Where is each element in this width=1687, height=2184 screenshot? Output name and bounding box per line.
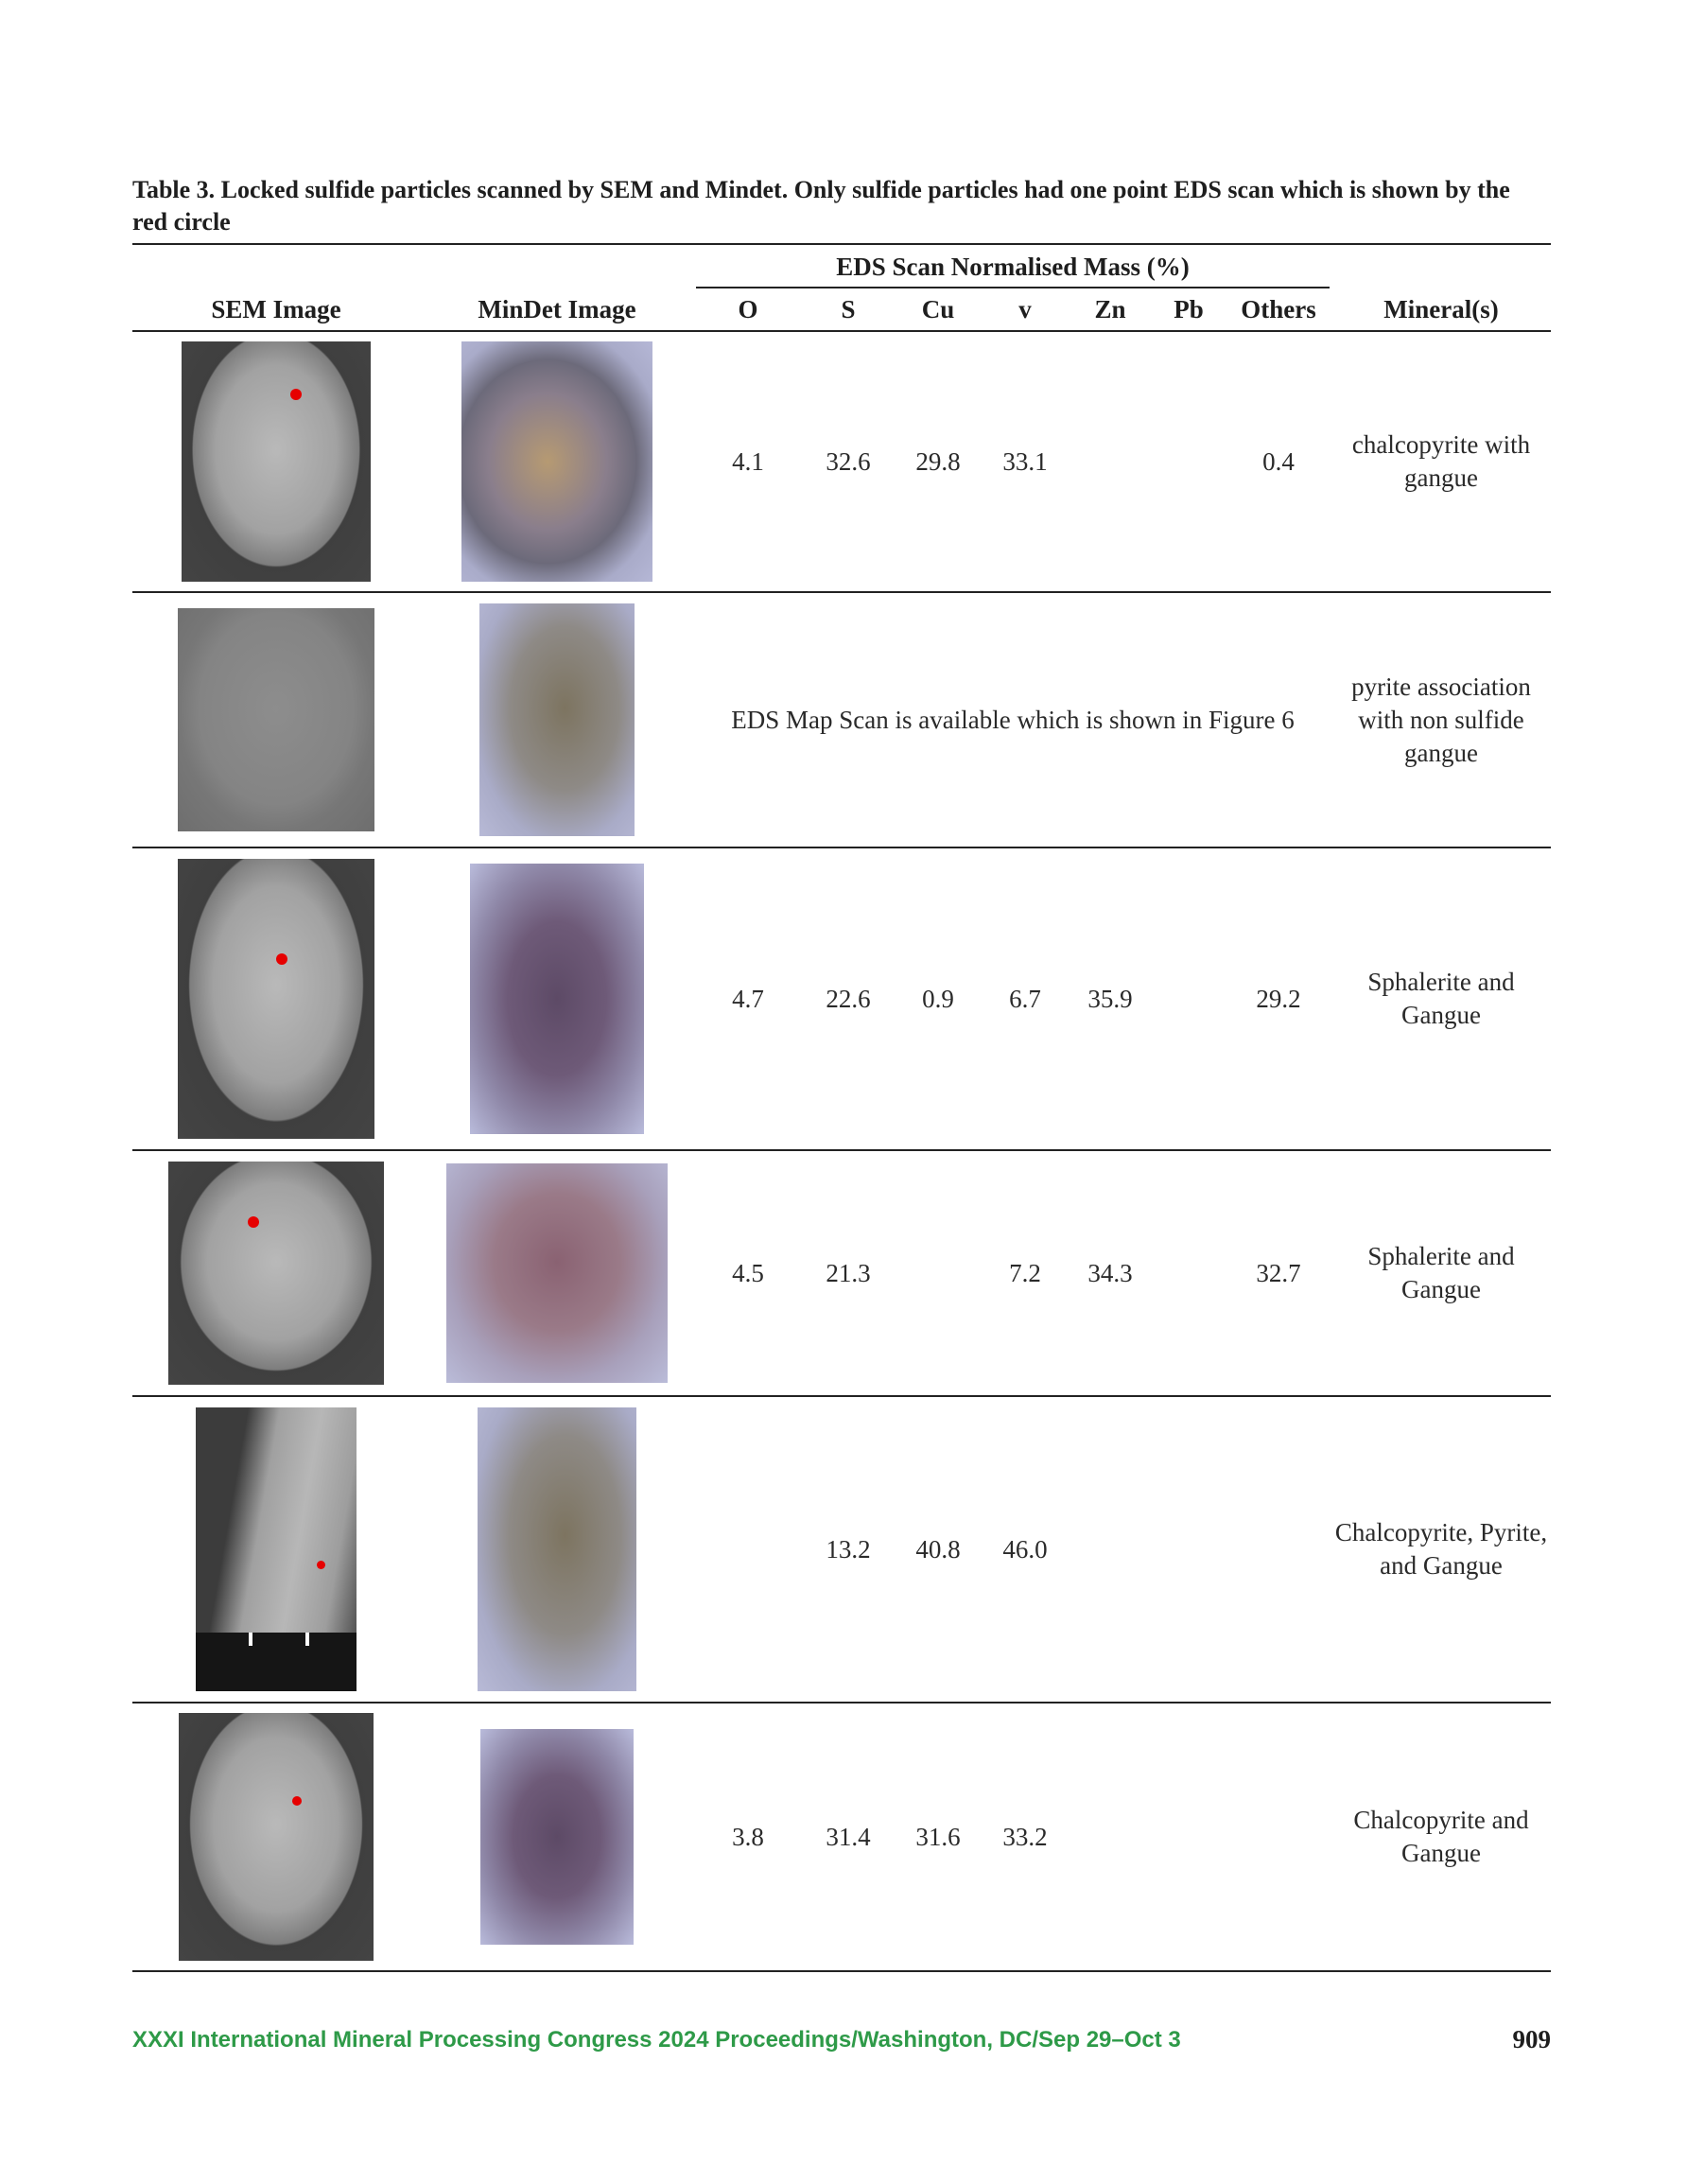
header-sem-image: SEM Image: [132, 244, 420, 330]
table-row: [132, 331, 1551, 592]
scale-bar: [196, 1633, 357, 1691]
cell-cu: 29.8: [895, 331, 982, 592]
mindet-image: [470, 864, 644, 1134]
header-s: S: [841, 294, 856, 323]
eds-point-marker: [248, 1216, 259, 1228]
sem-image: [196, 1407, 357, 1691]
table-row: [132, 1396, 1551, 1703]
table-row: [132, 847, 1551, 1150]
cell-mineral: Sphalerite and Gangue: [1331, 847, 1551, 1150]
cell-v: 7.2: [982, 1150, 1069, 1396]
cell-o: 4.1: [694, 331, 802, 592]
header-o: O: [738, 294, 758, 323]
eds-point-marker: [317, 1561, 325, 1569]
sem-image: [182, 341, 371, 582]
sem-image: [168, 1162, 384, 1385]
cell-others: [1226, 1396, 1331, 1703]
page-number: 909: [1512, 2025, 1551, 2053]
cell-others: 29.2: [1226, 847, 1331, 1150]
cell-s: 32.6: [802, 331, 895, 592]
header-cu: Cu: [921, 294, 955, 323]
cell-s: 21.3: [802, 1150, 895, 1396]
cell-pb: [1152, 1396, 1226, 1703]
cell-o: 3.8: [694, 1703, 802, 1971]
cell-v: 6.7: [982, 847, 1069, 1150]
cell-o: 4.7: [694, 847, 802, 1150]
mindet-image: [446, 1163, 668, 1383]
header-v: v: [1018, 294, 1032, 323]
scale-tick: [305, 1633, 309, 1646]
cell-mineral: chalcopyrite with gangue: [1331, 331, 1551, 592]
cell-others: 0.4: [1226, 331, 1331, 592]
cell-mineral: pyrite association with non sulfide gangue: [1331, 592, 1551, 847]
cell-s: 13.2: [802, 1396, 895, 1703]
header-mindet-image: MinDet Image: [420, 244, 694, 330]
cell-mineral: Chalcopyrite, Pyrite, and Gangue: [1331, 1396, 1551, 1703]
eds-point-marker: [276, 953, 287, 965]
cell-others: 32.7: [1226, 1150, 1331, 1396]
cell-v: 33.2: [982, 1703, 1069, 1971]
cell-cu: 40.8: [895, 1396, 982, 1703]
cell-zn: [1069, 1703, 1152, 1971]
table-row: [132, 1703, 1551, 1971]
cell-cu: 0.9: [895, 847, 982, 1150]
header-zn: Zn: [1094, 294, 1126, 323]
cell-pb: [1152, 331, 1226, 592]
mindet-image: [461, 341, 652, 582]
cell-o: [694, 1396, 802, 1703]
conference-line: XXXI International Mineral Processing Congress 2024 Proceedings/Washington, DC/Sep 29–Oct 3: [132, 2027, 1181, 2053]
sem-image: [178, 859, 374, 1139]
cell-others: [1226, 1703, 1331, 1971]
table-row: [132, 592, 1551, 847]
page-footer: [132, 2027, 1551, 2059]
mindet-image: [480, 1729, 634, 1945]
cell-map-note: EDS Map Scan is available which is shown in Figure 6: [694, 592, 1331, 847]
header-eds-group: EDS Scan Normalised Mass (%): [694, 244, 1331, 288]
sulfide-particles-table: [132, 243, 1551, 1972]
cell-s: 31.4: [802, 1703, 895, 1971]
table-caption: Table 3. Locked sulfide particles scanned by SEM and Mindet. Only sulfide particles had one point EDS scan which is shown by the red circle: [132, 176, 1510, 236]
cell-pb: [1152, 1150, 1226, 1396]
cell-cu: [895, 1150, 982, 1396]
cell-v: 33.1: [982, 331, 1069, 592]
table-row: [132, 1150, 1551, 1396]
header-minerals: Mineral(s): [1331, 244, 1551, 330]
mindet-image: [479, 603, 635, 836]
mindet-image: [478, 1407, 636, 1691]
cell-cu: 31.6: [895, 1703, 982, 1971]
cell-mineral: Sphalerite and Gangue: [1331, 1150, 1551, 1396]
header-others: Others: [1241, 294, 1316, 323]
cell-pb: [1152, 847, 1226, 1150]
header-pb: Pb: [1174, 294, 1204, 323]
cell-zn: 34.3: [1069, 1150, 1152, 1396]
cell-mineral: Chalcopyrite and Gangue: [1331, 1703, 1551, 1971]
eds-point-marker: [290, 389, 302, 400]
cell-pb: [1152, 1703, 1226, 1971]
eds-point-marker: [292, 1796, 302, 1806]
cell-s: 22.6: [802, 847, 895, 1150]
cell-zn: 35.9: [1069, 847, 1152, 1150]
cell-v: 46.0: [982, 1396, 1069, 1703]
cell-zn: [1069, 331, 1152, 592]
scale-tick: [249, 1633, 252, 1646]
sem-image: [178, 608, 374, 831]
sem-image: [179, 1713, 374, 1961]
cell-o: 4.5: [694, 1150, 802, 1396]
cell-zn: [1069, 1396, 1152, 1703]
